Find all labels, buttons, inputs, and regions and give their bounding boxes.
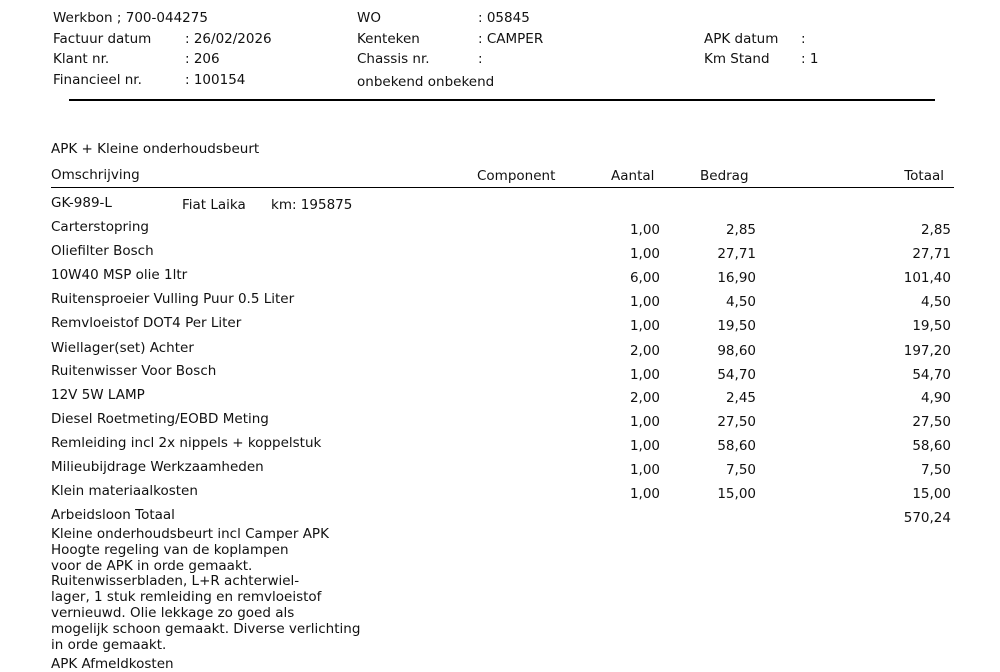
- apk-datum-label: APK datum: [704, 31, 779, 47]
- row-description: Milieubijdrage Werkzaamheden: [51, 459, 264, 475]
- row-totaal: 58,60: [912, 438, 951, 454]
- row-description: Carterstopring: [51, 219, 149, 235]
- row-description: Diesel Roetmeting/EOBD Meting: [51, 411, 269, 427]
- arbeidsloon-label: Arbeidsloon Totaal: [51, 507, 175, 523]
- row-aantal: 1,00: [629, 486, 660, 502]
- row-aantal: 1,00: [629, 294, 660, 310]
- factuur-datum-label: Factuur datum: [53, 31, 152, 47]
- row-bedrag: 2,45: [725, 390, 756, 406]
- vehicle-plate: GK-989-L: [51, 195, 112, 211]
- row-totaal: 27,71: [912, 246, 951, 262]
- row-totaal: 54,70: [912, 367, 951, 383]
- km-stand-label: Km Stand: [704, 51, 770, 67]
- row-bedrag: 16,90: [717, 270, 756, 286]
- row-aantal: 2,00: [629, 390, 660, 406]
- apk-afmeldkosten-row: APK Afmeldkosten: [51, 656, 174, 672]
- row-totaal: 197,20: [903, 343, 951, 359]
- onbekend-text: onbekend onbekend: [357, 74, 495, 90]
- row-aantal: 1,00: [629, 222, 660, 238]
- kenteken-label: Kenteken: [357, 31, 420, 47]
- row-bedrag: 7,50: [725, 462, 756, 478]
- row-bedrag: 27,71: [717, 246, 756, 262]
- row-totaal: 27,50: [912, 414, 951, 430]
- row-totaal: 19,50: [912, 318, 951, 334]
- row-aantal: 1,00: [629, 367, 660, 383]
- werkbon-number: Werkbon ; 700-044275: [53, 10, 208, 26]
- col-header-totaal: Totaal: [904, 168, 944, 184]
- row-totaal: 15,00: [912, 486, 951, 502]
- section-title: APK + Kleine onderhoudsbeurt: [51, 141, 260, 157]
- row-description: 10W40 MSP olie 1ltr: [51, 267, 188, 283]
- row-description: Remvloeistof DOT4 Per Liter: [51, 315, 242, 331]
- row-aantal: 1,00: [629, 414, 660, 430]
- row-description: Wiellager(set) Achter: [51, 340, 194, 356]
- row-totaal: 7,50: [920, 462, 951, 478]
- row-bedrag: 98,60: [717, 343, 756, 359]
- kenteken-value: : CAMPER: [478, 31, 544, 47]
- klant-value: : 206: [185, 51, 220, 67]
- col-header-component: Component: [477, 168, 556, 184]
- arbeidsloon-total: 570,24: [903, 510, 951, 526]
- row-aantal: 1,00: [629, 462, 660, 478]
- vehicle-model: Fiat Laika: [182, 197, 246, 213]
- row-description: Ruitensproeier Vulling Puur 0.5 Liter: [51, 291, 295, 307]
- chassis-value: :: [478, 51, 483, 67]
- row-description: Oliefilter Bosch: [51, 243, 154, 259]
- klant-label: Klant nr.: [53, 51, 110, 67]
- row-aantal: 1,00: [629, 438, 660, 454]
- row-description: Remleiding incl 2x nippels + koppelstuk: [51, 435, 322, 451]
- row-description: Klein materiaalkosten: [51, 483, 198, 499]
- row-bedrag: 4,50: [725, 294, 756, 310]
- row-aantal: 6,00: [629, 270, 660, 286]
- row-totaal: 101,40: [903, 270, 951, 286]
- apk-datum-value: :: [801, 31, 806, 47]
- km-stand-value: : 1: [801, 51, 819, 67]
- header-divider: [69, 99, 935, 101]
- work-description-note: Kleine onderhoudsbeurt incl Camper APK Hoogte regeling van de koplampen voor de APK in orde gemaakt. Ruitenwisserbladen, L+R achterwiel- lager, 1 stuk remleiding en remvloeistof vernieuwd. Olie lekkage zo goed als mogelijk schoon gemaakt. Diverse verlichting in orde gemaakt.: [51, 526, 361, 653]
- wo-value: : 05845: [478, 10, 530, 26]
- row-bedrag: 27,50: [717, 414, 756, 430]
- vehicle-km: km: 195875: [271, 197, 353, 213]
- col-header-aantal: Aantal: [611, 168, 655, 184]
- chassis-label: Chassis nr.: [357, 51, 430, 67]
- wo-label: WO: [357, 10, 381, 26]
- row-aantal: 1,00: [629, 318, 660, 334]
- row-totaal: 2,85: [920, 222, 951, 238]
- row-totaal: 4,50: [920, 294, 951, 310]
- row-totaal: 4,90: [920, 390, 951, 406]
- row-aantal: 1,00: [629, 246, 660, 262]
- factuur-datum-value: : 26/02/2026: [185, 31, 272, 47]
- row-bedrag: 19,50: [717, 318, 756, 334]
- row-bedrag: 54,70: [717, 367, 756, 383]
- col-header-omschrijving: Omschrijving: [51, 167, 140, 183]
- col-header-bedrag: Bedrag: [700, 168, 749, 184]
- financieel-value: : 100154: [185, 72, 246, 88]
- row-bedrag: 58,60: [717, 438, 756, 454]
- row-aantal: 2,00: [629, 343, 660, 359]
- row-description: 12V 5W LAMP: [51, 387, 145, 403]
- row-bedrag: 15,00: [717, 486, 756, 502]
- table-header-divider: [51, 187, 954, 188]
- row-description: Ruitenwisser Voor Bosch: [51, 363, 217, 379]
- financieel-label: Financieel nr.: [53, 72, 142, 88]
- row-bedrag: 2,85: [725, 222, 756, 238]
